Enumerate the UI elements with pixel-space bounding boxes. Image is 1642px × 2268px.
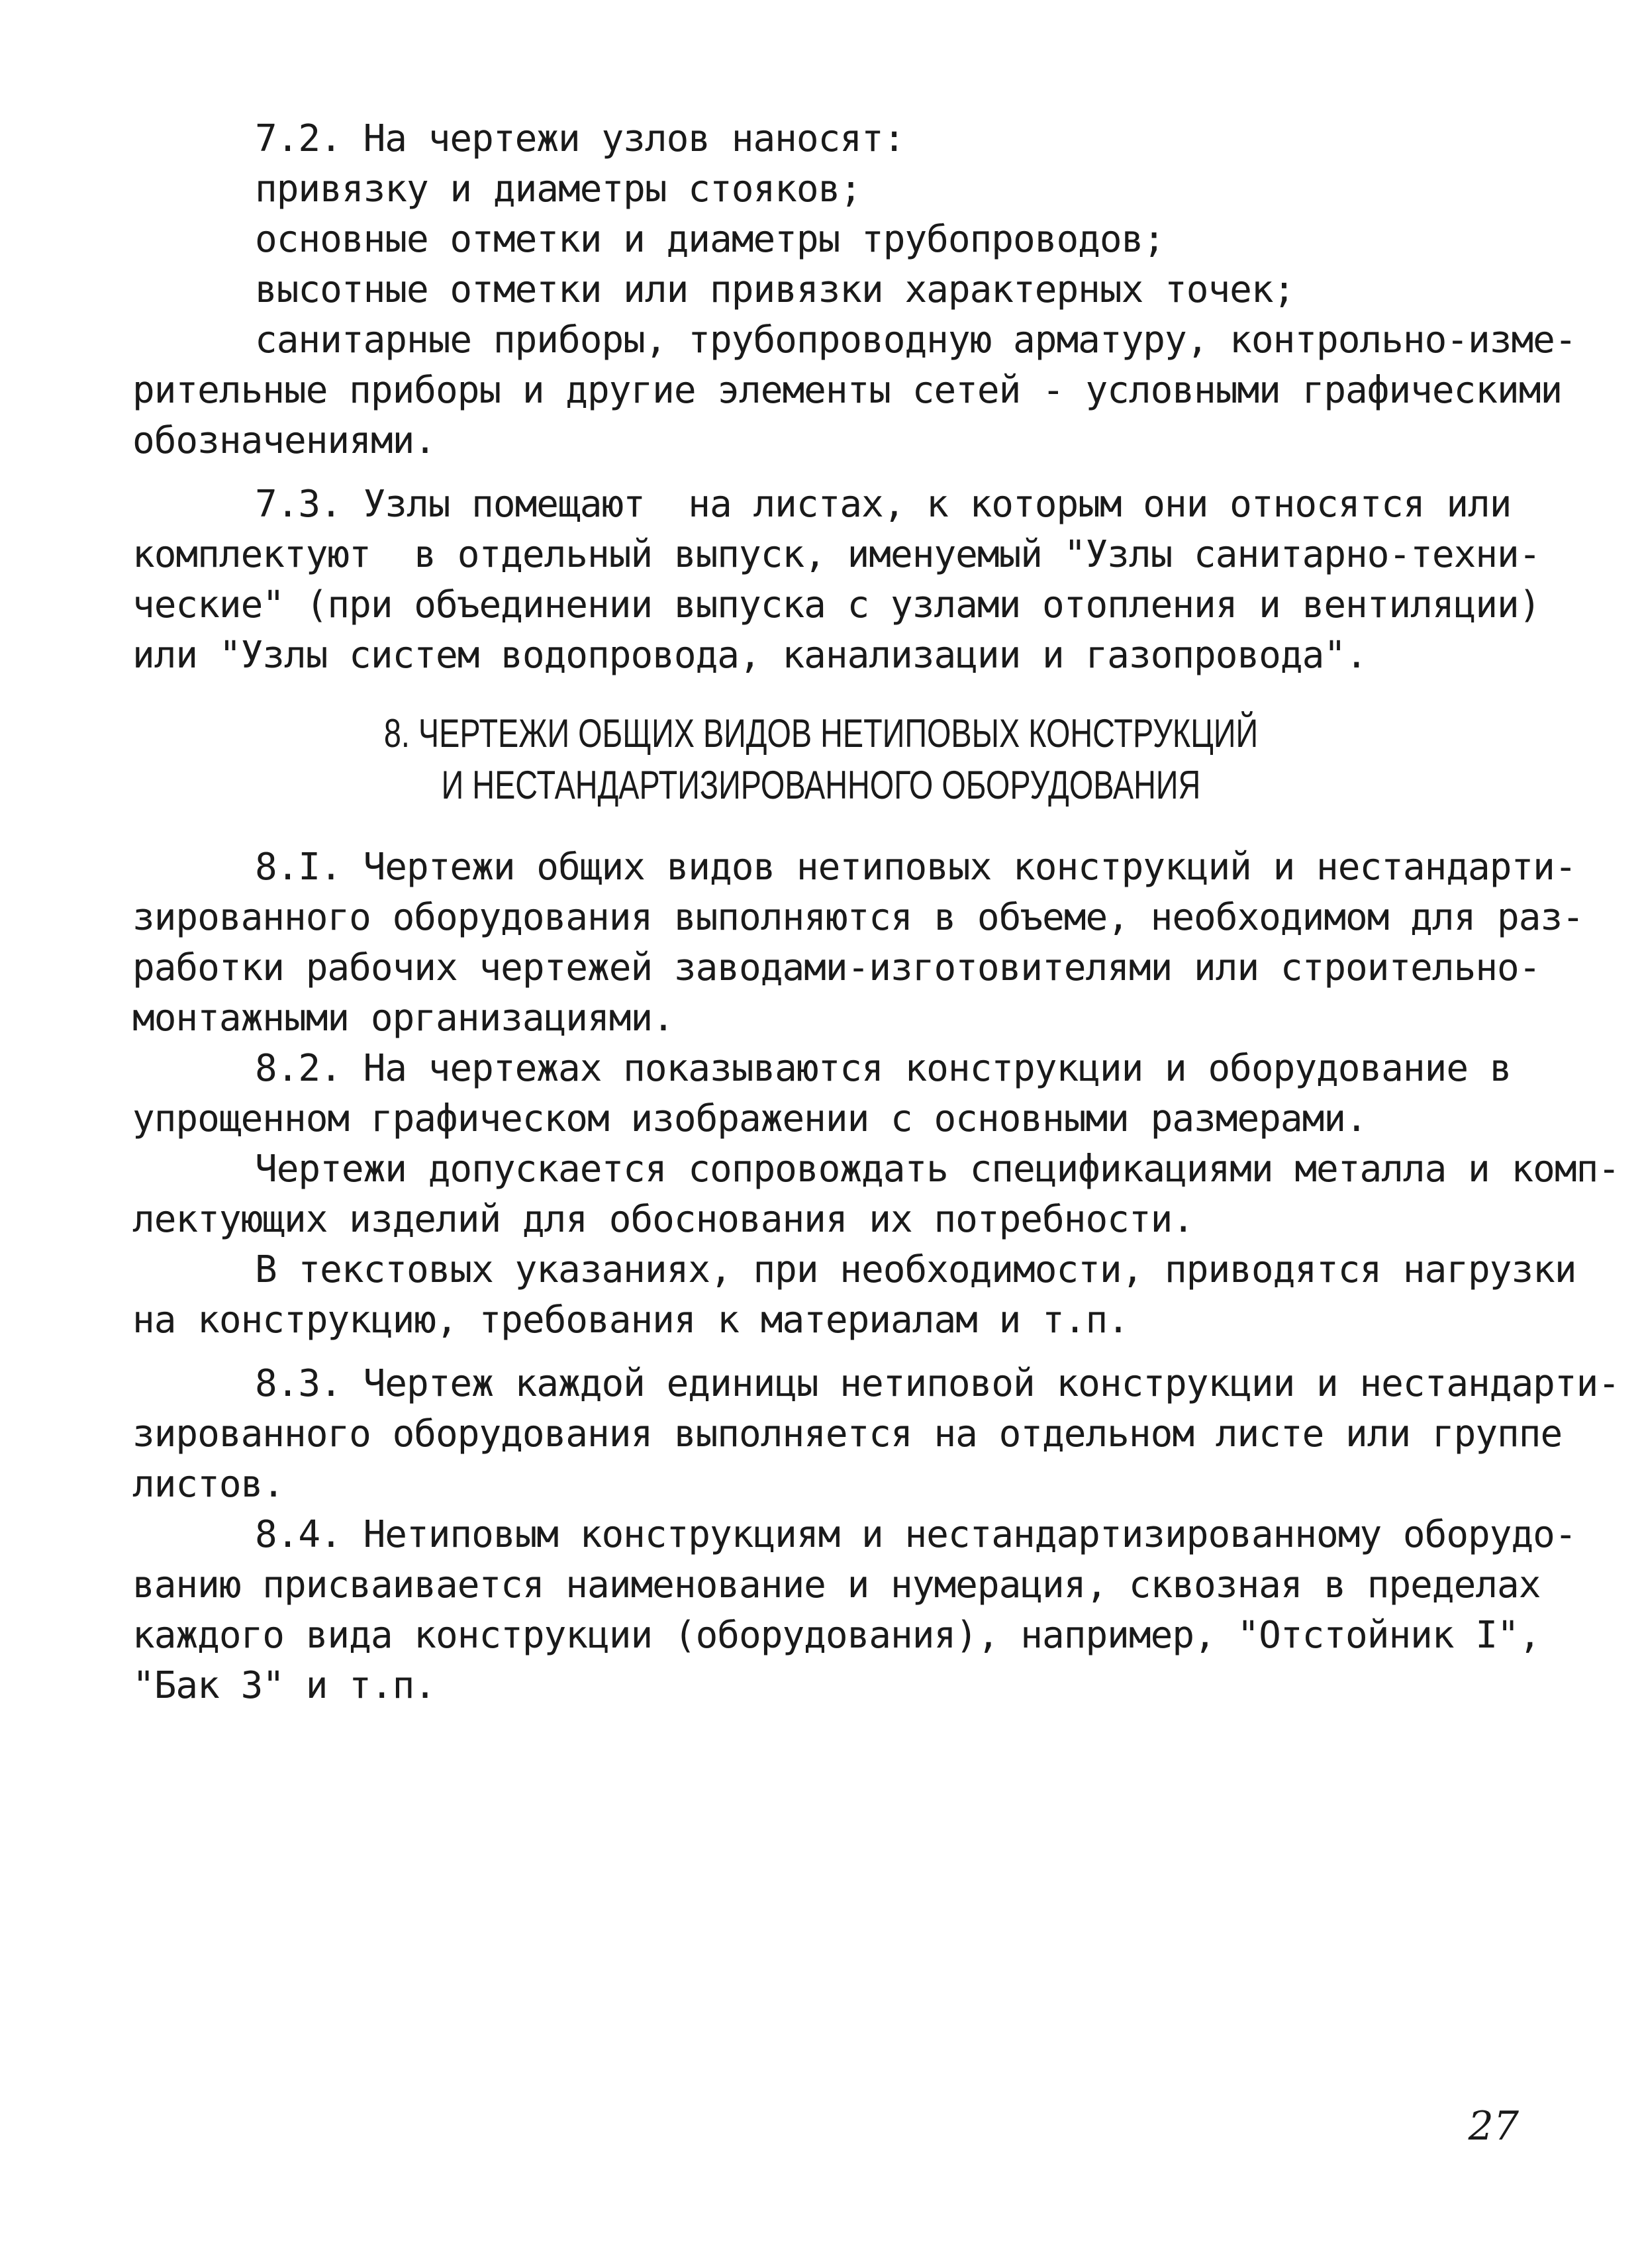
- page-number: 27: [1468, 2103, 1519, 2149]
- text-line: упрощенном графическом изображении с основными размерами.: [132, 1097, 1367, 1140]
- text-line: санитарные приборы, трубопроводную арматуру, контрольно-изме-: [255, 319, 1576, 362]
- text-line: листов.: [132, 1463, 285, 1506]
- text-line: 8.4. Нетиповым конструкциям и нестандартизированному оборудо-: [255, 1513, 1576, 1556]
- text-line: рительные приборы и другие элементы сетей - условными графическими: [132, 369, 1563, 412]
- text-line: каждого вида конструкции (оборудования), например, "Отстойник I",: [132, 1614, 1541, 1657]
- text-line: 8.I. Чертежи общих видов нетиповых конструкций и нестандарти-: [255, 846, 1576, 889]
- text-line: 8.3. Чертеж каждой единицы нетиповой конструкции и нестандарти-: [255, 1362, 1620, 1405]
- text-line: монтажными организациями.: [132, 997, 674, 1040]
- text-line: зированного оборудования выполняется на отдельном листе или группе: [132, 1412, 1563, 1455]
- text-line: работки рабочих чертежей заводами-изготовителями или строительно-: [132, 946, 1541, 989]
- text-line: "Бак 3" и т.п.: [132, 1664, 436, 1707]
- text-line: высотные отметки или привязки характерных точек;: [255, 268, 1295, 311]
- text-line: 8.2. На чертежах показываются конструкции и оборудование в: [255, 1047, 1512, 1090]
- text-line: Чертежи допускается сопровождать спецификациями металла и комп-: [255, 1148, 1620, 1191]
- heading-line-1: 8. ЧЕРТЕЖИ ОБЩИХ ВИДОВ НЕТИПОВЫХ КОНСТРУКЦИЙ: [383, 711, 1259, 756]
- text-line: на конструкцию, требования к материалам и т.п.: [132, 1299, 1129, 1342]
- text-line: или "Узлы систем водопровода, канализации и газопровода".: [132, 634, 1367, 677]
- text-line: основные отметки и диаметры трубопроводов;: [255, 218, 1165, 261]
- text-line: лектующих изделий для обоснования их потребности.: [132, 1198, 1194, 1241]
- text-line: обозначениями.: [132, 419, 436, 462]
- text-line: 7.2. На чертежи узлов наносят:: [255, 117, 905, 160]
- text-line: зированного оборудования выполняются в объеме, необходимом для раз-: [132, 896, 1584, 939]
- text-line: В текстовых указаниях, при необходимости, приводятся нагрузки: [255, 1248, 1576, 1291]
- text-line: ванию присваивается наименование и нумерация, сквозная в пределах: [132, 1563, 1541, 1606]
- text-line: привязку и диаметры стояков;: [255, 168, 862, 211]
- text-line: комплектуют в отдельный выпуск, именуемый "Узлы санитарно-техни-: [132, 533, 1541, 576]
- text-line: ческие" (при объединении выпуска с узлами отопления и вентиляции): [132, 583, 1541, 626]
- heading-line-2: И НЕСТАНДАРТИЗИРОВАННОГО ОБОРУДОВАНИЯ: [441, 763, 1201, 807]
- text-line: 7.3. Узлы помещают на листах, к которым они относятся или: [255, 483, 1512, 526]
